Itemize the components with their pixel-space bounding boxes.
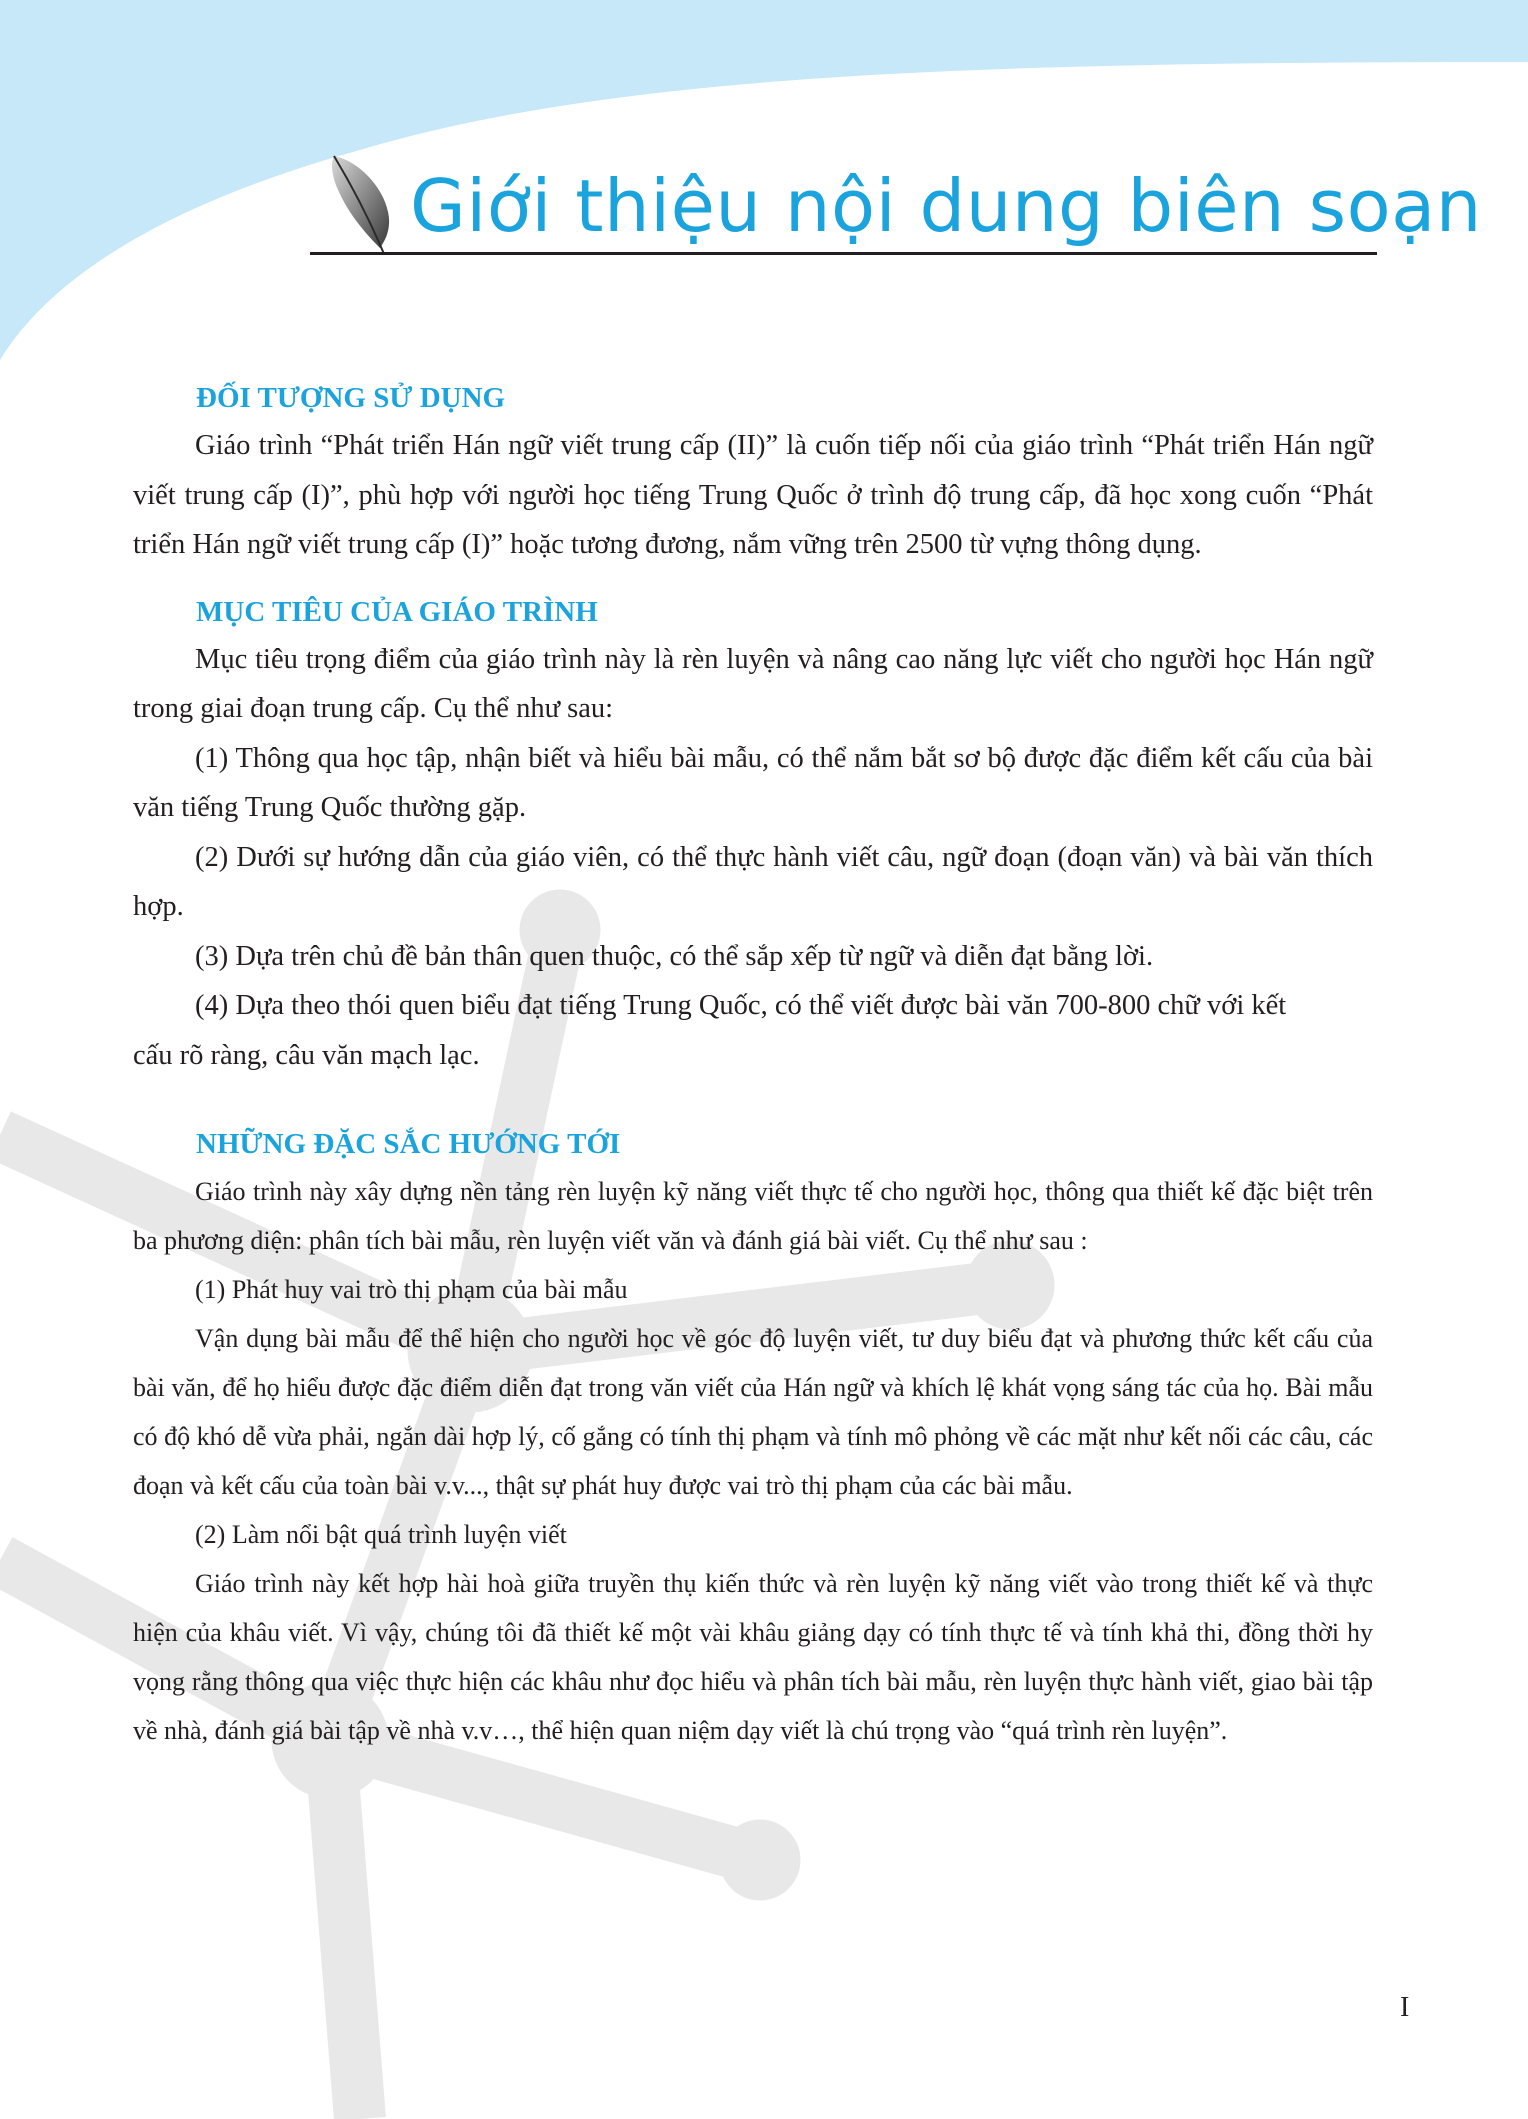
subheading: (1) Phát huy vai trò thị phạm của bài mẫu xyxy=(195,1275,628,1304)
paragraph: Giáo trình này kết hợp hài hoà giữa truyền thụ kiến thức và rèn luyện kỹ năng viết vào trong thiết kế và thực hiện của khâu viết. Vì vậy, chúng tôi đã thiết kế một vài khâu giảng dạy có tính thực tế và tính khả thi, đồng thời hy vọng rằng thông qua việc thực hiện các khâu như đọc hiểu và phân tích bài mẫu, rèn luyện thực hành viết, giao bài tập về nhà, đánh giá bài tập về nhà v.v…, thể hiện quan niệm dạy viết là chú trọng vào “quá trình rèn luyện”. xyxy=(133,1569,1373,1745)
paragraph: Giáo trình “Phát triển Hán ngữ viết trung cấp (II)” là cuốn tiếp nối của giáo trình “Phát triển Hán ngữ viết trung cấp (I)”, phù hợp với người học tiếng Trung Quốc ở trình độ trung cấp, đã học xong cuốn “Phát triển Hán ngữ viết trung cấp (I)” hoặc tương đương, nắm vững trên 2500 từ vựng thông dụng. xyxy=(133,430,1373,560)
section-objectives xyxy=(133,596,1373,1081)
page-number: I xyxy=(1400,1992,1410,2023)
page-title: Giới thiệu nội dung biên soạn xyxy=(410,164,1482,248)
paragraph: Mục tiêu trọng điểm của giáo trình này là rèn luyện và nâng cao năng lực viết cho người học Hán ngữ trong giai đoạn trung cấp. Cụ thể như sau: xyxy=(133,643,1373,724)
subheading: (2) Làm nổi bật quá trình luyện viết xyxy=(195,1520,567,1549)
section-heading: ĐỐI TƯỢNG SỬ DỤNG xyxy=(196,382,506,414)
paragraph: Giáo trình này xây dựng nền tảng rèn luyện kỹ năng viết thực tế cho người học, thông qua thiết kế đặc biệt trên ba phương diện: phân tích bài mẫu, rèn luyện viết văn và đánh giá bài viết. Cụ thể như sau : xyxy=(133,1177,1373,1255)
section-heading: NHỮNG ĐẶC SẮC HƯỚNG TỚI xyxy=(196,1128,621,1160)
list-item: (1) Thông qua học tập, nhận biết và hiểu bài mẫu, có thể nắm bắt sơ bộ được đặc điểm kết cấu của bài văn tiếng Trung Quốc thường gặp. xyxy=(133,742,1373,823)
feather-icon xyxy=(322,150,402,255)
list-item: (4) Dựa theo thói quen biểu đạt tiếng Trung Quốc, có thể viết được bài văn 700-800 chữ với kết cấu rõ ràng, câu văn mạch lạc. xyxy=(133,990,1287,1071)
content-body xyxy=(133,382,1373,1781)
paragraph: Vận dụng bài mẫu để thể hiện cho người học về góc độ luyện viết, tư duy biểu đạt và phương thức kết cấu của bài văn, để họ hiểu được đặc điểm diễn đạt trong văn viết của Hán ngữ và khích lệ khát vọng sáng tác của họ. Bài mẫu có độ khó dễ vừa phải, ngắn dài hợp lý, cố gắng có tính thị phạm và tính mô phỏng về các mặt như kết nối các câu, các đoạn và kết cấu của toàn bài v.v..., thật sự phát huy được vai trò thị phạm của các bài mẫu. xyxy=(133,1324,1373,1500)
section-target-users xyxy=(133,382,1373,570)
section-heading: MỤC TIÊU CỦA GIÁO TRÌNH xyxy=(196,595,598,628)
list-item: (3) Dựa trên chủ đề bản thân quen thuộc, có thể sắp xếp từ ngữ và diễn đạt bằng lời. xyxy=(195,940,1154,972)
section-features xyxy=(133,1128,1373,1755)
list-item: (2) Dưới sự hướng dẫn của giáo viên, có thể thực hành viết câu, ngữ đoạn (đoạn văn) và bài văn thích hợp. xyxy=(133,841,1373,922)
title-underline xyxy=(310,252,1377,255)
